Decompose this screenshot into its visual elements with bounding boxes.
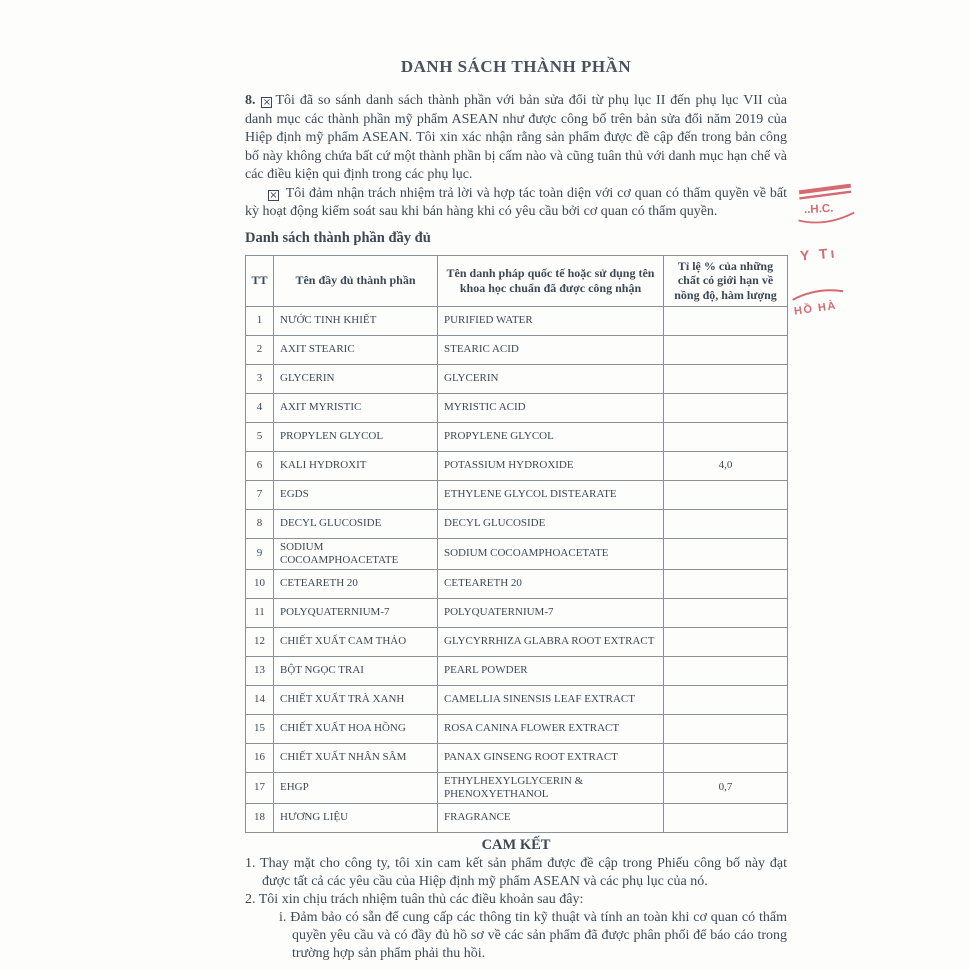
- ingredient-percent: [664, 714, 788, 743]
- ingredient-name-inci: CAMELLIA SINENSIS LEAF EXTRACT: [438, 685, 664, 714]
- ingredient-name-vi: GLYCERIN: [274, 364, 438, 393]
- ingredient-name-vi: HƯƠNG LIỆU: [274, 803, 438, 832]
- ingredient-name-inci: ETHYLHEXYLGLYCERIN & PHENOXYETHANOL: [438, 772, 664, 803]
- commitment-sub-item-number: i.: [279, 909, 287, 925]
- ingredient-name-inci: PEARL POWDER: [438, 656, 664, 685]
- table-row: [246, 306, 788, 335]
- red-stamp-fragment-icon: Y Tı: [799, 244, 839, 264]
- row-number: 15: [246, 714, 274, 743]
- ingredient-name-vi: KALI HYDROXIT: [274, 451, 438, 480]
- table-row: [246, 772, 788, 803]
- row-number: 16: [246, 743, 274, 772]
- red-stamp-fragment-icon: [790, 282, 849, 327]
- row-number: 12: [246, 627, 274, 656]
- declaration-paragraph-2: [245, 185, 787, 222]
- ingredient-name-vi: PROPYLEN GLYCOL: [274, 422, 438, 451]
- row-number: 17: [246, 772, 274, 803]
- ingredient-name-inci: PROPYLENE GLYCOL: [438, 422, 664, 451]
- ingredient-percent: [664, 743, 788, 772]
- commitment-sub-item-text: Đảm bảo có sẵn để cung cấp các thông tin kỹ thuật và tính an toàn khi cơ quan có thẩm quyền yêu cầu và có đầy đủ hồ sơ về các sản phẩm đã được phân phối để báo cáo trong trường hợp sản phẩm phải thu hồi.: [290, 909, 788, 961]
- ingredient-percent: [664, 569, 788, 598]
- table-row: [246, 803, 788, 832]
- column-header-full-name: Tên đầy đủ thành phần: [274, 255, 438, 306]
- ingredient-name-inci: POLYQUATERNIUM-7: [438, 598, 664, 627]
- row-number: 11: [246, 598, 274, 627]
- table-row: [246, 569, 788, 598]
- ingredient-percent: [664, 509, 788, 538]
- ingredient-name-inci: STEARIC ACID: [438, 335, 664, 364]
- ingredient-percent: 0,7: [664, 772, 788, 803]
- ingredients-table: [245, 255, 788, 833]
- table-row: [246, 656, 788, 685]
- ingredient-name-vi: AXIT MYRISTIC: [274, 393, 438, 422]
- page-title: DANH SÁCH THÀNH PHẦN: [400, 57, 632, 76]
- row-number: 6: [246, 451, 274, 480]
- ingredient-name-inci: FRAGRANCE: [438, 803, 664, 832]
- row-number: 18: [246, 803, 274, 832]
- ingredient-percent: [664, 335, 788, 364]
- commitment-title: CAM KẾT: [481, 836, 551, 853]
- row-number: 14: [246, 685, 274, 714]
- declaration-text-2: Tôi đảm nhận trách nhiệm trả lời và hợp tác toàn diện với cơ quan có thẩm quyền về bất kỳ hoạt động kiểm soát sau khi bán hàng khi có yêu cầu bởi cơ quan có thẩm quyền.: [245, 185, 788, 219]
- table-row: [246, 364, 788, 393]
- row-number: 7: [246, 480, 274, 509]
- ingredient-name-vi: DECYL GLUCOSIDE: [274, 509, 438, 538]
- declaration-text-1: Tôi đã so sánh danh sách thành phần với bản sửa đổi từ phụ lục II đến phụ lục VII của danh mục các thành phần mỹ phẩm ASEAN như được công bố trên bản sửa đổi năm 2019 của Hiệp định mỹ phẩm ASEAN. Tôi xin xác nhận rằng sản phẩm được đề cập đến trong bản công bố này không chứa bất cứ một thành phần bị cấm nào và cũng tuân thủ với danh mục hạn chế và các điều kiện qui định trong các phụ lục.: [245, 93, 788, 182]
- ingredients-table-header: [246, 255, 788, 306]
- red-stamp-fragment-icon: [795, 183, 857, 235]
- stamp-text: ..H.C.: [803, 202, 834, 217]
- ingredient-name-vi: AXIT STEARIC: [274, 335, 438, 364]
- ingredient-name-inci: ROSA CANINA FLOWER EXTRACT: [438, 714, 664, 743]
- ingredient-name-vi: EHGP: [274, 772, 438, 803]
- row-number: 10: [246, 569, 274, 598]
- row-number: 1: [246, 306, 274, 335]
- commitment-item-text: Thay mặt cho công ty, tôi xin cam kết sản phẩm được đề cập trong Phiếu công bố này đạt được tất cả các yêu cầu của Hiệp định mỹ phẩm ASEAN và các phụ lục của nó.: [260, 855, 788, 889]
- ingredient-percent: [664, 538, 788, 569]
- table-row: [246, 743, 788, 772]
- row-number: 4: [246, 393, 274, 422]
- column-header-percent: Tỉ lệ % của những chất có giới hạn về nồng độ, hàm lượng: [664, 255, 788, 306]
- commitment-item-number: 1.: [245, 855, 256, 871]
- declaration-paragraph-1: [245, 92, 787, 185]
- commitment-item-1: [245, 855, 787, 891]
- commitment-item-number: 2.: [245, 891, 256, 907]
- document-content: [245, 57, 787, 963]
- ingredient-name-vi: CETEARETH 20: [274, 569, 438, 598]
- stamp-text: HỒ HÀ: [793, 299, 838, 318]
- ingredient-name-inci: SODIUM COCOAMPHOACETATE: [438, 538, 664, 569]
- ingredient-percent: [664, 803, 788, 832]
- row-number: 2: [246, 335, 274, 364]
- commitment-sub-item-i: [279, 909, 787, 963]
- ingredient-name-vi: CHIẾT XUẤT TRÀ XANH: [274, 685, 438, 714]
- ingredient-table-heading: Danh sách thành phần đầy đủ: [245, 229, 431, 246]
- ingredient-name-vi: CHIẾT XUẤT NHÂN SÂM: [274, 743, 438, 772]
- ingredient-name-inci: CETEARETH 20: [438, 569, 664, 598]
- ingredient-name-inci: GLYCYRRHIZA GLABRA ROOT EXTRACT: [438, 627, 664, 656]
- table-row: [246, 714, 788, 743]
- ingredient-name-inci: POTASSIUM HYDROXIDE: [438, 451, 664, 480]
- ingredient-percent: [664, 306, 788, 335]
- ingredient-percent: [664, 422, 788, 451]
- ingredient-percent: [664, 656, 788, 685]
- table-row: [246, 393, 788, 422]
- row-number: 9: [246, 538, 274, 569]
- table-row: [246, 627, 788, 656]
- commitment-item-text: Tôi xin chịu trách nhiệm tuân thủ các điều khoản sau đây:: [258, 891, 584, 907]
- ingredients-table-body: [246, 306, 788, 832]
- ingredient-name-vi: CHIẾT XUẤT HOA HỒNG: [274, 714, 438, 743]
- row-number: 8: [246, 509, 274, 538]
- ingredient-name-vi: BỘT NGỌC TRAI: [274, 656, 438, 685]
- row-number: 5: [246, 422, 274, 451]
- ingredient-name-inci: ETHYLENE GLYCOL DISTEARATE: [438, 480, 664, 509]
- ingredient-name-vi: EGDS: [274, 480, 438, 509]
- table-row: [246, 598, 788, 627]
- table-row: [246, 538, 788, 569]
- ingredient-name-vi: SODIUM COCOAMPHOACETATE: [274, 538, 438, 569]
- table-row: [246, 509, 788, 538]
- row-number: 13: [246, 656, 274, 685]
- table-row: [246, 480, 788, 509]
- table-row: [246, 335, 788, 364]
- checked-checkbox-icon: ×: [269, 189, 278, 201]
- ingredient-percent: [664, 480, 788, 509]
- ingredient-percent: [664, 685, 788, 714]
- ingredient-name-inci: PANAX GINSENG ROOT EXTRACT: [438, 743, 664, 772]
- ingredient-name-vi: NƯỚC TINH KHIẾT: [274, 306, 438, 335]
- ingredient-name-inci: DECYL GLUCOSIDE: [438, 509, 664, 538]
- checked-checkbox-icon: ×: [262, 97, 272, 108]
- ingredient-percent: [664, 627, 788, 656]
- table-row: [246, 422, 788, 451]
- item-number: 8.: [245, 93, 256, 108]
- ingredient-percent: [664, 393, 788, 422]
- ingredient-name-inci: PURIFIED WATER: [438, 306, 664, 335]
- ingredient-name-vi: POLYQUATERNIUM-7: [274, 598, 438, 627]
- ingredient-name-inci: GLYCERIN: [438, 364, 664, 393]
- column-header-inci-name: Tên danh pháp quốc tế hoặc sử dụng tên khoa học chuẩn đã được công nhận: [438, 255, 664, 306]
- ingredient-percent: [664, 598, 788, 627]
- ingredient-name-inci: MYRISTIC ACID: [438, 393, 664, 422]
- column-header-tt: TT: [246, 255, 274, 306]
- table-row: [246, 451, 788, 480]
- commitment-item-2: [245, 891, 787, 909]
- ingredient-name-vi: CHIẾT XUẤT CAM THẢO: [274, 627, 438, 656]
- row-number: 3: [246, 364, 274, 393]
- ingredient-percent: 4,0: [664, 451, 788, 480]
- table-row: [246, 685, 788, 714]
- ingredient-percent: [664, 364, 788, 393]
